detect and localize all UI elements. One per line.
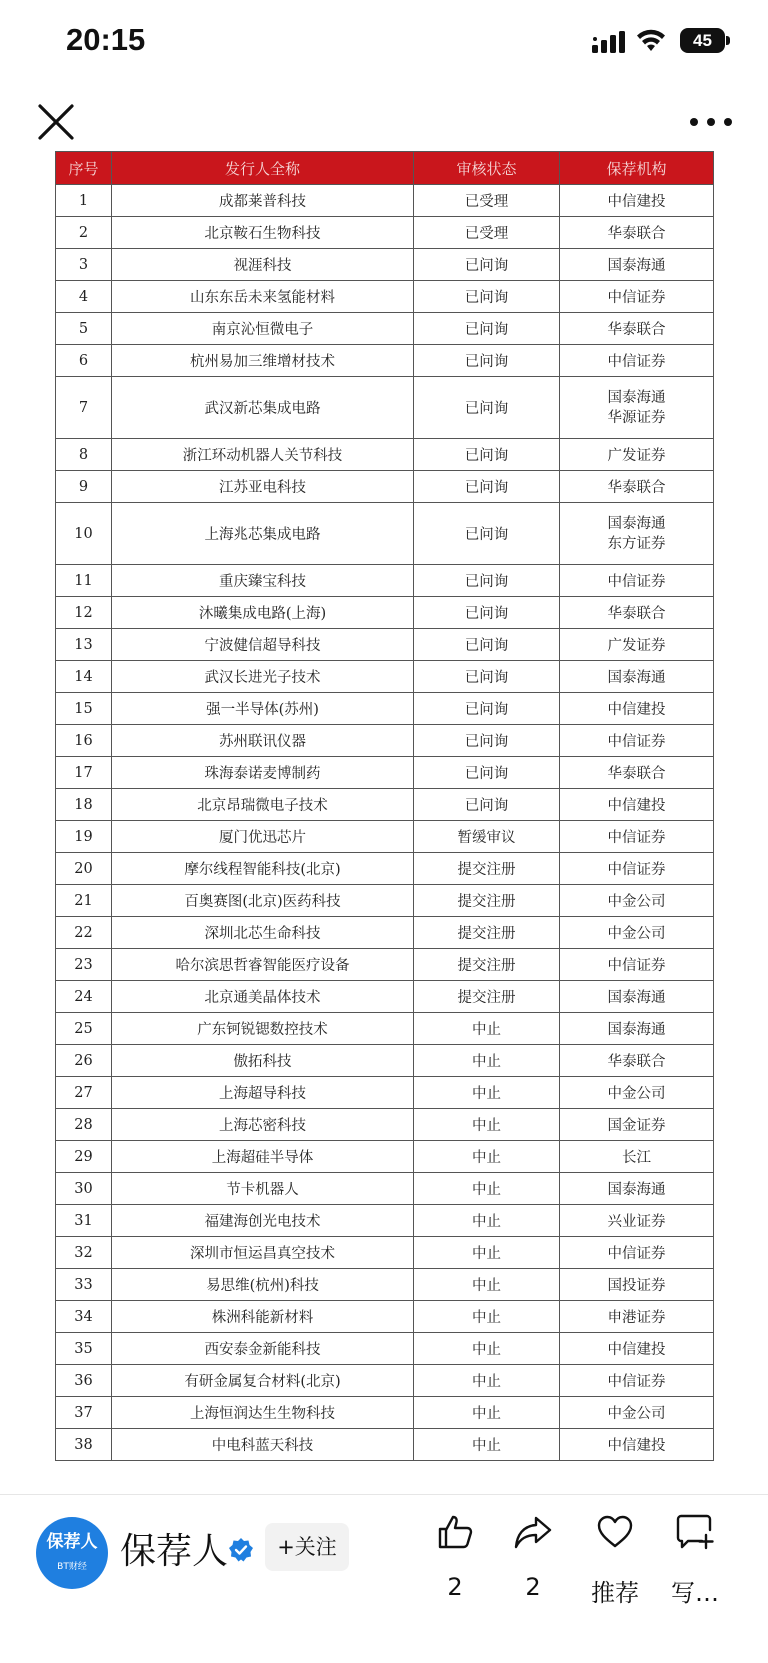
cell-index: 21	[56, 885, 112, 917]
cell-status: 已问询	[414, 313, 560, 345]
cell-sponsor	[560, 377, 714, 439]
table-row	[56, 1141, 714, 1173]
cell-index: 8	[56, 439, 112, 471]
cell-status: 已问询	[414, 661, 560, 693]
cell-status: 已问询	[414, 503, 560, 565]
cell-index: 29	[56, 1141, 112, 1173]
cell-sponsor: 国泰海通	[560, 1173, 714, 1205]
cell-sponsor: 国泰海通	[560, 1013, 714, 1045]
cell-index: 37	[56, 1397, 112, 1429]
share-arrow-icon	[514, 1513, 552, 1551]
cell-index: 15	[56, 693, 112, 725]
cell-index: 23	[56, 949, 112, 981]
cell-status: 已问询	[414, 249, 560, 281]
author-avatar[interactable]	[36, 1517, 108, 1589]
table-row	[56, 661, 714, 693]
table-header-row	[56, 152, 714, 185]
table-row	[56, 693, 714, 725]
cell-sponsor: 申港证券	[560, 1301, 714, 1333]
status-bar	[0, 0, 768, 84]
cell-status: 中止	[414, 1141, 560, 1173]
table-row	[56, 597, 714, 629]
cell-issuer: 珠海泰诺麦博制药	[112, 757, 414, 789]
battery-level: 45	[693, 31, 712, 50]
table-row	[56, 917, 714, 949]
like-count: 2	[447, 1573, 463, 1601]
table-row	[56, 757, 714, 789]
cell-issuer: 苏州联讯仪器	[112, 725, 414, 757]
cell-sponsor: 华泰联合	[560, 217, 714, 249]
cell-sponsor: 中信证券	[560, 853, 714, 885]
write-label: 写…	[671, 1579, 719, 1607]
cell-issuer: 南京沁恒微电子	[112, 313, 414, 345]
cell-sponsor: 华泰联合	[560, 597, 714, 629]
cell-sponsor: 中信建投	[560, 185, 714, 217]
more-icon[interactable]	[686, 108, 736, 136]
cell-status: 中止	[414, 1269, 560, 1301]
cell-issuer: 广东钶锐锶数控技术	[112, 1013, 414, 1045]
cell-issuer: 百奥赛图(北京)医药科技	[112, 885, 414, 917]
cell-sponsor: 华泰联合	[560, 757, 714, 789]
cell-sponsor: 中信证券	[560, 1365, 714, 1397]
article-content	[0, 159, 768, 1454]
cell-sponsor	[560, 503, 714, 565]
cell-status: 中止	[414, 1077, 560, 1109]
cell-status: 已受理	[414, 217, 560, 249]
close-icon[interactable]	[32, 98, 80, 146]
cell-status: 中止	[414, 1205, 560, 1237]
cell-issuer: 武汉新芯集成电路	[112, 377, 414, 439]
cell-issuer: 有研金属复合材料(北京)	[112, 1365, 414, 1397]
cell-status: 已问询	[414, 281, 560, 313]
cell-index: 17	[56, 757, 112, 789]
comment-icon	[676, 1513, 714, 1551]
table-row	[56, 1301, 714, 1333]
ipo-status-table	[55, 151, 714, 1461]
cell-issuer: 上海恒润达生生物科技	[112, 1397, 414, 1429]
cell-index: 2	[56, 217, 112, 249]
cell-issuer: 江苏亚电科技	[112, 471, 414, 503]
bottom-bar	[0, 1495, 768, 1663]
cell-issuer: 浙江环动机器人关节科技	[112, 439, 414, 471]
header-status: 审核状态	[414, 152, 560, 185]
cell-sponsor: 华泰联合	[560, 1045, 714, 1077]
cell-issuer: 武汉长进光子技术	[112, 661, 414, 693]
cell-index: 34	[56, 1301, 112, 1333]
cell-index: 26	[56, 1045, 112, 1077]
cell-index: 24	[56, 981, 112, 1013]
table-row	[56, 949, 714, 981]
cell-sponsor: 中信证券	[560, 949, 714, 981]
cell-sponsor: 国泰海通	[560, 981, 714, 1013]
cell-sponsor: 兴业证券	[560, 1205, 714, 1237]
cell-sponsor: 国金证券	[560, 1109, 714, 1141]
cell-status: 提交注册	[414, 949, 560, 981]
cell-issuer: 杭州易加三维增材技术	[112, 345, 414, 377]
recommend-button[interactable]	[580, 1513, 650, 1613]
heart-icon	[596, 1513, 634, 1551]
cell-sponsor: 中信证券	[560, 345, 714, 377]
avatar-subtext: BT财经	[57, 1562, 87, 1572]
table-row	[56, 1429, 714, 1461]
cell-index: 33	[56, 1269, 112, 1301]
cell-sponsor: 广发证券	[560, 629, 714, 661]
cell-sponsor: 国投证券	[560, 1269, 714, 1301]
cell-index: 11	[56, 565, 112, 597]
cell-sponsor: 中信证券	[560, 821, 714, 853]
cell-issuer: 福建海创光电技术	[112, 1205, 414, 1237]
author-name[interactable]: 保荐人	[120, 1531, 229, 1572]
table-row	[56, 281, 714, 313]
cell-issuer: 傲拓科技	[112, 1045, 414, 1077]
cell-index: 32	[56, 1237, 112, 1269]
cell-sponsor: 中信证券	[560, 281, 714, 313]
cell-index: 7	[56, 377, 112, 439]
cell-index: 28	[56, 1109, 112, 1141]
recommend-label: 推荐	[591, 1579, 639, 1607]
table-row	[56, 853, 714, 885]
cell-index: 25	[56, 1013, 112, 1045]
cell-index: 27	[56, 1077, 112, 1109]
cell-index: 14	[56, 661, 112, 693]
cell-status: 提交注册	[414, 981, 560, 1013]
sponsor-line: 东方证券	[607, 535, 666, 552]
table-row	[56, 1205, 714, 1237]
table-row	[56, 1237, 714, 1269]
table-row	[56, 1333, 714, 1365]
wifi-icon	[636, 29, 666, 53]
cell-issuer: 节卡机器人	[112, 1173, 414, 1205]
cell-index: 19	[56, 821, 112, 853]
cell-sponsor: 广发证券	[560, 439, 714, 471]
cell-issuer: 成都莱普科技	[112, 185, 414, 217]
cell-issuer: 北京鞍石生物科技	[112, 217, 414, 249]
table-body	[56, 185, 714, 1461]
cell-index: 13	[56, 629, 112, 661]
cell-issuer: 易思维(杭州)科技	[112, 1269, 414, 1301]
table-row	[56, 725, 714, 757]
cell-issuer: 强一半导体(苏州)	[112, 693, 414, 725]
cell-index: 38	[56, 1429, 112, 1461]
cell-issuer: 上海芯密科技	[112, 1109, 414, 1141]
cell-issuer: 宁波健信超导科技	[112, 629, 414, 661]
table-row	[56, 185, 714, 217]
cell-index: 5	[56, 313, 112, 345]
cell-sponsor: 中信证券	[560, 725, 714, 757]
cell-status: 已问询	[414, 693, 560, 725]
cell-sponsor: 中信证券	[560, 1237, 714, 1269]
cell-sponsor: 中信建投	[560, 1333, 714, 1365]
cell-index: 6	[56, 345, 112, 377]
cell-status: 中止	[414, 1173, 560, 1205]
cell-index: 20	[56, 853, 112, 885]
table-row	[56, 629, 714, 661]
avatar-text: 保荐人	[46, 1532, 98, 1552]
table-row	[56, 1173, 714, 1205]
cell-issuer: 北京通美晶体技术	[112, 981, 414, 1013]
cell-status: 中止	[414, 1333, 560, 1365]
share-button[interactable]	[498, 1513, 568, 1613]
cell-issuer: 深圳市恒运昌真空技术	[112, 1237, 414, 1269]
table-row	[56, 1397, 714, 1429]
cell-issuer: 上海超硅半导体	[112, 1141, 414, 1173]
cell-index: 31	[56, 1205, 112, 1237]
follow-button[interactable]: +关注	[265, 1523, 349, 1571]
cell-issuer: 重庆臻宝科技	[112, 565, 414, 597]
table-row	[56, 471, 714, 503]
cell-status: 已问询	[414, 725, 560, 757]
cell-sponsor: 中信建投	[560, 693, 714, 725]
cell-sponsor: 长江	[560, 1141, 714, 1173]
cell-status: 已问询	[414, 757, 560, 789]
cell-status: 中止	[414, 1397, 560, 1429]
cell-status: 已问询	[414, 789, 560, 821]
cell-issuer: 西安泰金新能科技	[112, 1333, 414, 1365]
cell-sponsor: 国泰海通	[560, 661, 714, 693]
cell-status: 中止	[414, 1045, 560, 1077]
cell-index: 30	[56, 1173, 112, 1205]
cell-sponsor: 中金公司	[560, 1397, 714, 1429]
table-row	[56, 503, 714, 565]
cell-issuer: 北京昂瑞微电子技术	[112, 789, 414, 821]
header-sponsor: 保荐机构	[560, 152, 714, 185]
cell-sponsor: 中金公司	[560, 917, 714, 949]
cell-issuer: 哈尔滨思哲睿智能医疗设备	[112, 949, 414, 981]
cell-status: 中止	[414, 1013, 560, 1045]
cell-sponsor: 国泰海通	[560, 249, 714, 281]
table-row	[56, 439, 714, 471]
cell-status: 暂缓审议	[414, 821, 560, 853]
cell-issuer: 上海兆芯集成电路	[112, 503, 414, 565]
cell-sponsor: 中信建投	[560, 1429, 714, 1461]
cell-status: 已问询	[414, 629, 560, 661]
cell-index: 10	[56, 503, 112, 565]
cell-status: 中止	[414, 1109, 560, 1141]
write-comment-button[interactable]	[660, 1513, 730, 1613]
cell-status: 中止	[414, 1237, 560, 1269]
cell-status: 中止	[414, 1365, 560, 1397]
table-row	[56, 1077, 714, 1109]
cell-status: 中止	[414, 1301, 560, 1333]
verified-badge-icon	[228, 1537, 254, 1563]
cell-issuer: 中电科蓝天科技	[112, 1429, 414, 1461]
status-time: 20:15	[66, 22, 146, 57]
cell-issuer: 摩尔线程智能科技(北京)	[112, 853, 414, 885]
cell-sponsor: 中金公司	[560, 885, 714, 917]
cell-status: 已受理	[414, 185, 560, 217]
cell-status: 已问询	[414, 471, 560, 503]
cell-issuer: 上海超导科技	[112, 1077, 414, 1109]
cell-sponsor: 中金公司	[560, 1077, 714, 1109]
header-index: 序号	[56, 152, 112, 185]
table-row	[56, 821, 714, 853]
cell-index: 36	[56, 1365, 112, 1397]
cell-status: 提交注册	[414, 917, 560, 949]
table-row	[56, 885, 714, 917]
table-row	[56, 1045, 714, 1077]
cell-index: 12	[56, 597, 112, 629]
cell-index: 9	[56, 471, 112, 503]
table-row	[56, 345, 714, 377]
table-row	[56, 789, 714, 821]
cell-index: 22	[56, 917, 112, 949]
cell-sponsor: 中信建投	[560, 789, 714, 821]
cell-status: 提交注册	[414, 853, 560, 885]
share-count: 2	[525, 1573, 541, 1601]
table-row	[56, 1109, 714, 1141]
thumbs-up-icon	[436, 1513, 474, 1551]
cell-status: 中止	[414, 1429, 560, 1461]
cell-index: 1	[56, 185, 112, 217]
cell-sponsor: 中信证券	[560, 565, 714, 597]
cell-index: 16	[56, 725, 112, 757]
cell-issuer: 深圳北芯生命科技	[112, 917, 414, 949]
table-row	[56, 565, 714, 597]
table-row	[56, 1013, 714, 1045]
table-row	[56, 981, 714, 1013]
cell-status: 已问询	[414, 377, 560, 439]
cell-status: 提交注册	[414, 885, 560, 917]
table-row	[56, 1365, 714, 1397]
table-row	[56, 313, 714, 345]
like-button[interactable]	[420, 1513, 490, 1613]
table-row	[56, 249, 714, 281]
cell-issuer: 山东东岳未来氢能材料	[112, 281, 414, 313]
cell-sponsor: 华泰联合	[560, 471, 714, 503]
cell-issuer: 厦门优迅芯片	[112, 821, 414, 853]
battery-nub	[726, 36, 730, 45]
battery-indicator	[680, 28, 730, 55]
cellular-signal-icon	[592, 31, 626, 53]
cell-index: 35	[56, 1333, 112, 1365]
header-issuer: 发行人全称	[112, 152, 414, 185]
sponsor-line: 华源证券	[607, 409, 666, 426]
cell-index: 4	[56, 281, 112, 313]
cell-status: 已问询	[414, 597, 560, 629]
table-row	[56, 1269, 714, 1301]
cell-status: 已问询	[414, 439, 560, 471]
cell-sponsor: 华泰联合	[560, 313, 714, 345]
cell-status: 已问询	[414, 565, 560, 597]
sponsor-line: 国泰海通	[607, 515, 666, 532]
cell-index: 18	[56, 789, 112, 821]
cell-index: 3	[56, 249, 112, 281]
sponsor-line: 国泰海通	[607, 389, 666, 406]
table-row	[56, 217, 714, 249]
cell-issuer: 视涯科技	[112, 249, 414, 281]
table-row	[56, 377, 714, 439]
cell-issuer: 沐曦集成电路(上海)	[112, 597, 414, 629]
cell-issuer: 株洲科能新材料	[112, 1301, 414, 1333]
cell-status: 已问询	[414, 345, 560, 377]
